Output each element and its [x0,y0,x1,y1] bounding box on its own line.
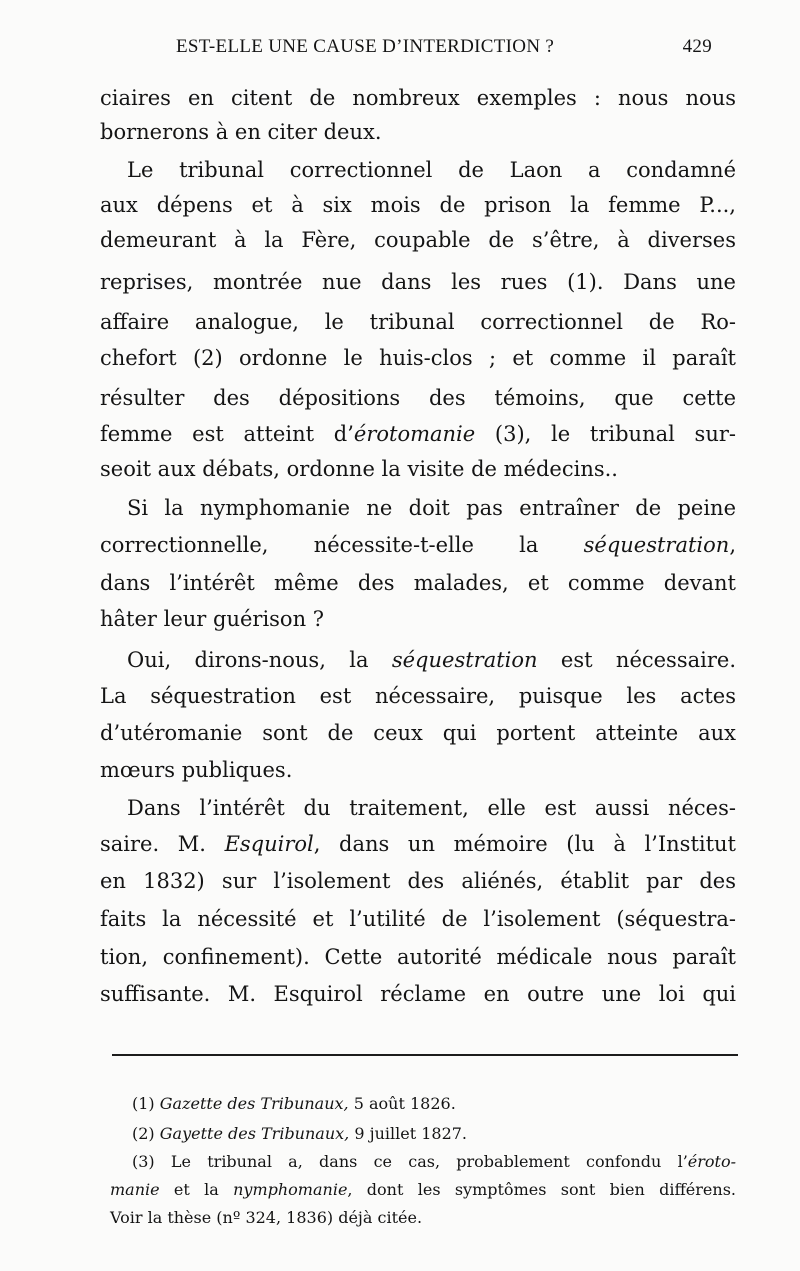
text-line [100,826,736,862]
text-line: bornerons à en citer deux. [100,120,382,144]
text-run: saire. M. [100,832,225,856]
text-run: , dans un mémoire (lu à l’Institut [313,832,737,856]
text-line: résulter des dépositions des témoins, que cette [100,386,736,410]
text-line: aux dépens et à six mois de prison la femme P..., [100,193,736,217]
footnote-rule [112,1054,738,1056]
footnote-3-line [132,1148,736,1176]
text-line: reprises, montrée nue dans les rues (1). Dans une [100,270,736,294]
page-number: 429 [682,36,712,57]
footnote-2 [132,1120,736,1148]
italic-name-esquirol: Esquirol [224,832,314,856]
footnote-1 [132,1090,736,1118]
text-line: dans l’intérêt même des malades, et comme devant [100,571,736,595]
text-run: femme est atteint d’ [100,422,354,446]
italic-term-sequestration: séquestration [391,648,538,672]
text-line: affaire analogue, le tribunal correctionnel de Ro- [100,310,736,334]
text-line: tion, confinement). Cette autorité médicale nous paraît [100,945,736,969]
text-run: est nécessaire. [537,648,736,672]
text-line: seoit aux débats, ordonne la visite de médecins.. [100,457,618,481]
text-line: Dans l’intérêt du traitement, elle est aussi néces- [127,796,736,820]
text-run: (3) Le tribunal a, dans ce cas, probablement confondu l’ [132,1152,688,1171]
text-line [100,527,736,563]
italic-term: éroto- [687,1152,736,1171]
italic-term: manie [110,1180,160,1199]
text-line: chefort (2) ordonne le huis-clos ; et comme il paraît [100,346,736,370]
text-line: en 1832) sur l’isolement des aliénés, établit par des [100,869,736,893]
text-line [127,642,736,678]
text-line: d’utéromanie sont de ceux qui portent atteinte aux [100,721,736,745]
text-run: et la [159,1180,234,1199]
footnote-mark: (1) [132,1094,160,1113]
text-line: faits la nécessité et l’utilité de l’isolement (séquestra- [100,907,736,931]
footnote-source: Gazette des Tribunaux, [159,1094,349,1113]
footnote-date: 5 août 1826. [348,1094,456,1113]
text-line: suffisante. M. Esquirol réclame en outre une loi qui [100,982,736,1006]
text-line: demeurant à la Fère, coupable de s’être, à diverses [100,228,736,252]
text-line: ciaires en citent de nombreux exemples : nous nous [100,86,736,110]
italic-term-erotomanie: érotomanie [353,422,476,446]
footnote-3-line: Voir la thèse (nº 324, 1836) déjà citée. [110,1208,423,1227]
text-run: correctionnelle, nécessite-t-elle la [100,533,584,557]
running-title: EST-ELLE UNE CAUSE D’INTERDICTION ? [176,36,555,57]
text-line: La séquestration est nécessaire, puisque les actes [100,684,736,708]
text-line: Si la nymphomanie ne doit pas entraîner de peine [127,496,736,520]
footnote-3-line [110,1176,736,1204]
footnote-source: Gayette des Tribunaux, [159,1124,350,1143]
italic-term-sequestration: séquestration [583,533,730,557]
text-line: Le tribunal correctionnel de Laon a condamné [127,158,736,182]
text-run: , [729,533,736,557]
text-run: , dont les symptômes sont bien différens. [347,1180,736,1199]
footnote-mark: (2) [132,1124,160,1143]
footnote-date: 9 juillet 1827. [349,1124,468,1143]
italic-term: nymphomanie [233,1180,348,1199]
text-run: Oui, dirons-nous, la [127,648,392,672]
text-line [100,416,736,452]
text-line: mœurs publiques. [100,758,293,782]
footnote-ref-3: (3), le tribunal sur- [475,422,736,446]
text-line: hâter leur guérison ? [100,607,325,631]
